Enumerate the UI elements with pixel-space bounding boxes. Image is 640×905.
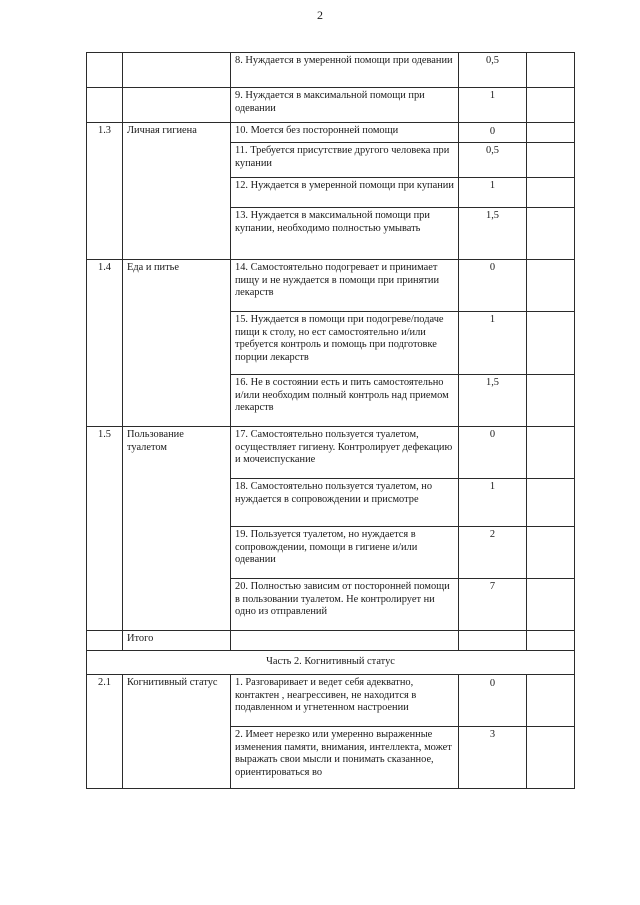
table-row — [87, 260, 575, 312]
empty-cell — [527, 527, 575, 579]
empty-cell — [231, 631, 459, 651]
assessment-table — [86, 52, 575, 789]
empty-cell — [527, 178, 575, 208]
item-score: 1 — [459, 88, 527, 123]
item-description: 17. Самостоятельно пользуется туалетом, осуществляет гигиену. Контролирует дефекацию и мочеиспускание — [231, 427, 459, 479]
part2-title: Часть 2. Когнитивный статус — [87, 651, 575, 675]
total-label: Итого — [123, 631, 231, 651]
item-score: 7 — [459, 579, 527, 631]
table-row — [87, 143, 575, 178]
section-number — [87, 143, 123, 178]
empty-cell — [527, 631, 575, 651]
section-number — [87, 727, 123, 789]
section-number: 1.4 — [87, 260, 123, 312]
category-cell: Личная гигиена — [123, 123, 231, 143]
category-cell — [123, 579, 231, 631]
category-cell — [123, 208, 231, 260]
empty-cell — [527, 143, 575, 178]
section-header-row — [87, 651, 575, 675]
empty-cell — [527, 427, 575, 479]
item-score: 0 — [459, 675, 527, 727]
section-number: 1.5 — [87, 427, 123, 479]
section-number: 2.1 — [87, 675, 123, 727]
section-number — [87, 375, 123, 427]
empty-cell — [527, 375, 575, 427]
item-score: 0,5 — [459, 53, 527, 88]
item-description: 11. Требуется присутствие другого человека при купании — [231, 143, 459, 178]
empty-cell — [527, 579, 575, 631]
item-description: 2. Имеет нерезко или умеренно выраженные изменения памяти, внимания, интеллекта, может выражать свои мысли и понимать сказанное, ориентироваться во — [231, 727, 459, 789]
section-number — [87, 53, 123, 88]
item-description: 13. Нуждается в максимальной помощи при купании, необходимо полностью умывать — [231, 208, 459, 260]
empty-cell — [527, 260, 575, 312]
section-number: 1.3 — [87, 123, 123, 143]
category-cell — [123, 143, 231, 178]
table-row — [87, 579, 575, 631]
empty-cell — [527, 88, 575, 123]
section-number — [87, 579, 123, 631]
table-row — [87, 53, 575, 88]
section-number — [87, 312, 123, 375]
item-score: 1 — [459, 178, 527, 208]
table-row — [87, 123, 575, 143]
item-description: 14. Самостоятельно подогревает и принимает пищу и не нуждается в помощи при принятии лекарств — [231, 260, 459, 312]
total-row — [87, 631, 575, 651]
item-score: 0,5 — [459, 143, 527, 178]
section-number — [87, 88, 123, 123]
section-number — [87, 208, 123, 260]
category-cell — [123, 527, 231, 579]
category-cell — [123, 479, 231, 527]
item-score: 2 — [459, 527, 527, 579]
empty-cell — [527, 312, 575, 375]
table-row — [87, 527, 575, 579]
category-cell — [123, 375, 231, 427]
table-row — [87, 727, 575, 789]
item-score: 0 — [459, 427, 527, 479]
table-row — [87, 479, 575, 527]
empty-cell — [87, 631, 123, 651]
item-score: 0 — [459, 123, 527, 143]
category-cell — [123, 312, 231, 375]
table-row — [87, 427, 575, 479]
table-row — [87, 208, 575, 260]
category-cell: Еда и питье — [123, 260, 231, 312]
item-score: 0 — [459, 260, 527, 312]
empty-cell — [527, 675, 575, 727]
item-description: 20. Полностью зависим от посторонней помощи в пользовании туалетом. Не контролирует ни одно из отправлений — [231, 579, 459, 631]
page-number: 2 — [317, 8, 323, 22]
category-cell — [123, 178, 231, 208]
table-row — [87, 88, 575, 123]
empty-cell — [527, 727, 575, 789]
item-description: 10. Моется без посторонней помощи — [231, 123, 459, 143]
table-row — [87, 312, 575, 375]
category-cell — [123, 727, 231, 789]
item-description: 19. Пользуется туалетом, но нуждается в сопровождении, помощи в гигиене и/или одевании — [231, 527, 459, 579]
item-score: 1 — [459, 479, 527, 527]
category-cell — [123, 53, 231, 88]
item-score: 3 — [459, 727, 527, 789]
empty-cell — [527, 479, 575, 527]
item-description: 15. Нуждается в помощи при подогреве/подаче пищи к столу, но ест самостоятельно и/или требуется контроль и помощь при подготовке порции лекарств — [231, 312, 459, 375]
item-description: 9. Нуждается в максимальной помощи при одевании — [231, 88, 459, 123]
item-description: 8. Нуждается в умеренной помощи при одевании — [231, 53, 459, 88]
section-number — [87, 178, 123, 208]
category-cell: Пользование туалетом — [123, 427, 231, 479]
item-description: 12. Нуждается в умеренной помощи при купании — [231, 178, 459, 208]
item-description: 18. Самостоятельно пользуется туалетом, но нуждается в сопровождении и присмотре — [231, 479, 459, 527]
category-cell — [123, 88, 231, 123]
table-row — [87, 675, 575, 727]
item-description: 16. Не в состоянии есть и пить самостоятельно и/или необходим полный контроль над приемом лекарств — [231, 375, 459, 427]
item-score: 1 — [459, 312, 527, 375]
empty-cell — [459, 631, 527, 651]
category-cell: Когнитивный статус — [123, 675, 231, 727]
section-number — [87, 527, 123, 579]
empty-cell — [527, 123, 575, 143]
empty-cell — [527, 53, 575, 88]
item-description: 1. Разговаривает и ведет себя адекватно, контактен , неагрессивен, не находится в подавленном и угнетенном настроении — [231, 675, 459, 727]
empty-cell — [527, 208, 575, 260]
table-row — [87, 178, 575, 208]
table-row — [87, 375, 575, 427]
item-score: 1,5 — [459, 375, 527, 427]
section-number — [87, 479, 123, 527]
item-score: 1,5 — [459, 208, 527, 260]
